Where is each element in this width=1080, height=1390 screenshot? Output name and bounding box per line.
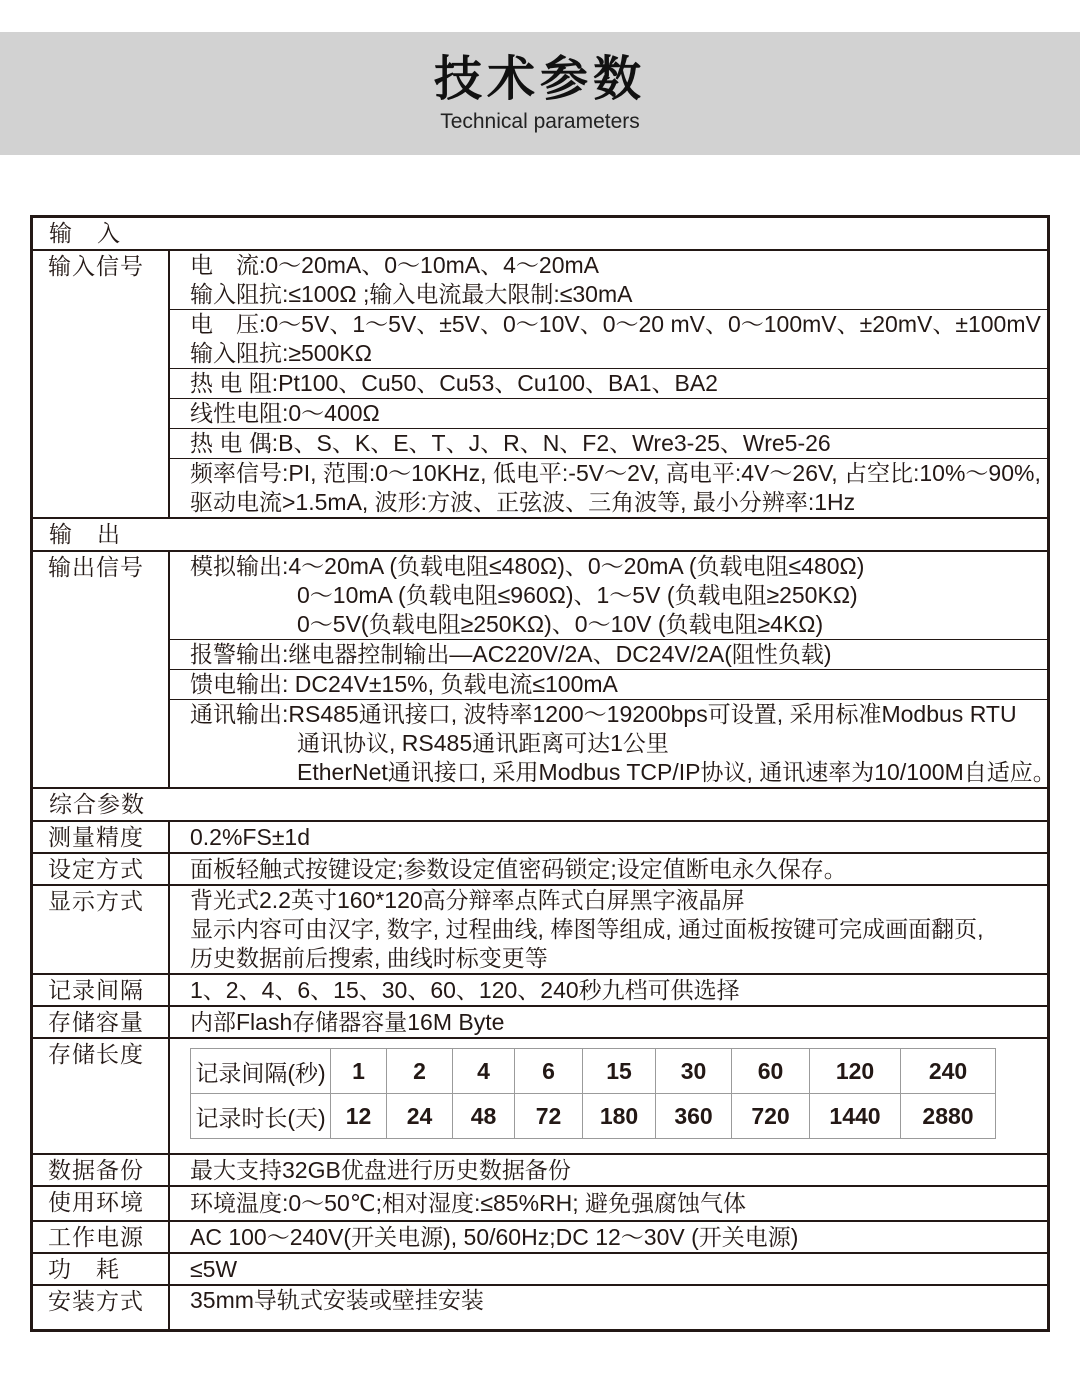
sub-row-frequency <box>170 458 1047 517</box>
section-label: 输 出 <box>49 521 121 547</box>
spec-line: EtherNet通讯接口, 采用Modbus TCP/IP协议, 通讯速率为10/100M自适应。 <box>297 759 1056 785</box>
spec-line: 背光式2.2英寸160*120高分辩率点阵式白屏黑字液晶屏 <box>190 887 745 913</box>
storage-cell: 72 <box>515 1094 583 1139</box>
spec-line: 内部Flash存储器容量16M Byte <box>190 1008 505 1035</box>
section-row-input <box>33 218 1047 249</box>
storage-cell: 12 <box>331 1094 387 1139</box>
row-output-signal <box>33 550 1056 787</box>
spec-line: 0.2%FS±1d <box>190 823 311 850</box>
storage-cell: 720 <box>732 1094 810 1139</box>
row-power-supply <box>33 1220 1047 1252</box>
spec-line: AC 100～240V(开关电源), 50/60Hz;DC 12～30V (开关电源) <box>190 1223 799 1250</box>
row-power-consumption <box>33 1252 1047 1284</box>
row-values <box>170 552 1056 787</box>
row-values <box>170 1286 1047 1329</box>
storage-cell: 120 <box>810 1049 901 1094</box>
storage-header-cell: 记录时长(天) <box>191 1094 331 1139</box>
spec-line: 输入阻抗:≥500KΩ <box>190 340 372 366</box>
row-values <box>170 854 1047 884</box>
spec-line: 频率信号:PI, 范围:0～10KHz, 低电平:-5V～2V, 高电平:4V～26V, 占空比:10%～90%, <box>190 460 1041 486</box>
row-values <box>170 975 1047 1005</box>
storage-cell: 4 <box>453 1049 515 1094</box>
sub-row-alarm-output <box>170 639 1047 669</box>
spec-line: 35mm导轨式安装或壁挂安装 <box>190 1287 484 1313</box>
spec-table <box>30 215 1056 1332</box>
row-label: 记录间隔 <box>33 975 170 1005</box>
spec-line: 报警输出:继电器控制输出—AC220V/2A、DC24V/2A(阻性负载) <box>190 641 832 667</box>
row-data-backup <box>33 1153 1047 1185</box>
row-values <box>170 1187 1047 1220</box>
sub-row-linear-resistance <box>170 398 1047 428</box>
row-label: 使用环境 <box>33 1187 170 1220</box>
row-label: 显示方式 <box>33 886 170 973</box>
storage-cell: 360 <box>656 1094 732 1139</box>
sub-row-thermocouple <box>170 428 1047 458</box>
spec-line: 驱动电流>1.5mA, 波形:方波、正弦波、三角波等, 最小分辨率:1Hz <box>190 489 856 515</box>
section-label: 综合参数 <box>49 791 145 817</box>
storage-cell: 2880 <box>901 1094 996 1139</box>
spec-line: ≤5W <box>190 1255 238 1282</box>
spec-line: 历史数据前后搜索, 曲线时标变更等 <box>190 945 548 971</box>
spec-line: 面板轻触式按键设定;参数设定值密码锁定;设定值断电永久保存。 <box>190 855 847 882</box>
storage-cell: 15 <box>583 1049 656 1094</box>
row-label: 功 耗 <box>33 1254 170 1284</box>
storage-cell: 6 <box>515 1049 583 1094</box>
row-values <box>170 1222 1047 1252</box>
spec-line: 热 电 偶:B、S、K、E、T、J、R、N、F2、Wre3-25、Wre5-26 <box>190 430 831 456</box>
spec-line: 1、2、4、6、15、30、60、120、240秒九档可供选择 <box>190 976 740 1003</box>
row-label: 测量精度 <box>33 822 170 852</box>
page-title: 技术参数 <box>433 53 646 106</box>
storage-cell: 1 <box>331 1049 387 1094</box>
row-values <box>170 886 1047 973</box>
row-values <box>170 1039 1047 1153</box>
row-accuracy <box>33 820 1047 852</box>
storage-table <box>190 1048 996 1139</box>
row-record-interval <box>33 973 1047 1005</box>
spec-line: 电 流:0～20mA、0～10mA、4～20mA <box>190 252 600 278</box>
row-values <box>170 251 1047 517</box>
section-row-general <box>33 787 1047 820</box>
storage-table-wrap <box>170 1039 1047 1153</box>
spec-line: 通讯输出:RS485通讯接口, 波特率1200～19200bps可设置, 采用标准Modbus RTU <box>190 701 1017 727</box>
row-display-method <box>33 884 1047 973</box>
storage-cell: 1440 <box>810 1094 901 1139</box>
sub-row-analog-output <box>170 552 1047 639</box>
section-row-output <box>33 517 1047 550</box>
sub-row-display <box>170 886 1047 973</box>
section-label: 输 入 <box>49 220 121 246</box>
row-label: 工作电源 <box>33 1222 170 1252</box>
spec-line: 热 电 阻:Pt100、Cu50、Cu53、Cu100、BA1、BA2 <box>190 370 718 396</box>
spec-line: 通讯协议, RS485通讯距离可达1公里 <box>297 730 669 756</box>
spec-line: 0～5V(负载电阻≥250KΩ)、0～10V (负载电阻≥4KΩ) <box>297 611 824 637</box>
storage-cell: 240 <box>901 1049 996 1094</box>
spec-line: 0～10mA (负载电阻≤960Ω)、1～5V (负载电阻≥250KΩ) <box>297 582 858 608</box>
sub-row-feed-output <box>170 669 1047 699</box>
sub-row-current <box>170 251 1047 309</box>
row-values <box>170 1155 1047 1185</box>
row-values <box>170 822 1047 852</box>
row-environment <box>33 1185 1047 1220</box>
row-label: 输出信号 <box>33 552 170 787</box>
storage-header-cell: 记录间隔(秒) <box>191 1049 331 1094</box>
spec-line: 电 压:0～5V、1～5V、±5V、0～10V、0～20 mV、0～100mV、±20mV、±100mV <box>190 311 1041 337</box>
header-band <box>0 32 1080 155</box>
row-label: 设定方式 <box>33 854 170 884</box>
row-label: 存储容量 <box>33 1007 170 1037</box>
row-values <box>170 1007 1047 1037</box>
row-installation <box>33 1284 1047 1329</box>
row-storage-length <box>33 1037 1047 1153</box>
page-subtitle: Technical parameters <box>440 110 640 133</box>
spec-line: 馈电输出: DC24V±15%, 负载电流≤100mA <box>190 671 618 697</box>
sub-row-rtd <box>170 368 1047 398</box>
spec-line: 最大支持32GB优盘进行历史数据备份 <box>190 1156 571 1183</box>
storage-cell: 30 <box>656 1049 732 1094</box>
row-values <box>170 1254 1047 1284</box>
storage-cell: 60 <box>732 1049 810 1094</box>
spec-line: 环境温度:0～50℃;相对湿度:≤85%RH; 避免强腐蚀气体 <box>190 1190 747 1216</box>
spec-line: 输入阻抗:≤100Ω ;输入电流最大限制:≤30mA <box>190 281 633 307</box>
sub-row-voltage <box>170 309 1047 368</box>
row-label: 存储长度 <box>33 1039 170 1153</box>
storage-cell: 2 <box>387 1049 453 1094</box>
storage-cell: 180 <box>583 1094 656 1139</box>
spec-line: 线性电阻:0～400Ω <box>190 400 380 426</box>
row-storage-capacity <box>33 1005 1047 1037</box>
spec-line: 模拟输出:4～20mA (负载电阻≤480Ω)、0～20mA (负载电阻≤480Ω) <box>190 553 865 579</box>
sub-row-comm-output <box>170 699 1056 787</box>
row-label: 数据备份 <box>33 1155 170 1185</box>
storage-cell: 48 <box>453 1094 515 1139</box>
row-label: 输入信号 <box>33 251 170 517</box>
spec-line: 显示内容可由汉字, 数字, 过程曲线, 棒图等组成, 通过面板按键可完成画面翻页, <box>190 916 984 942</box>
row-input-signal <box>33 249 1047 517</box>
row-setting-method <box>33 852 1047 884</box>
row-label: 安装方式 <box>33 1286 170 1329</box>
storage-cell: 24 <box>387 1094 453 1139</box>
